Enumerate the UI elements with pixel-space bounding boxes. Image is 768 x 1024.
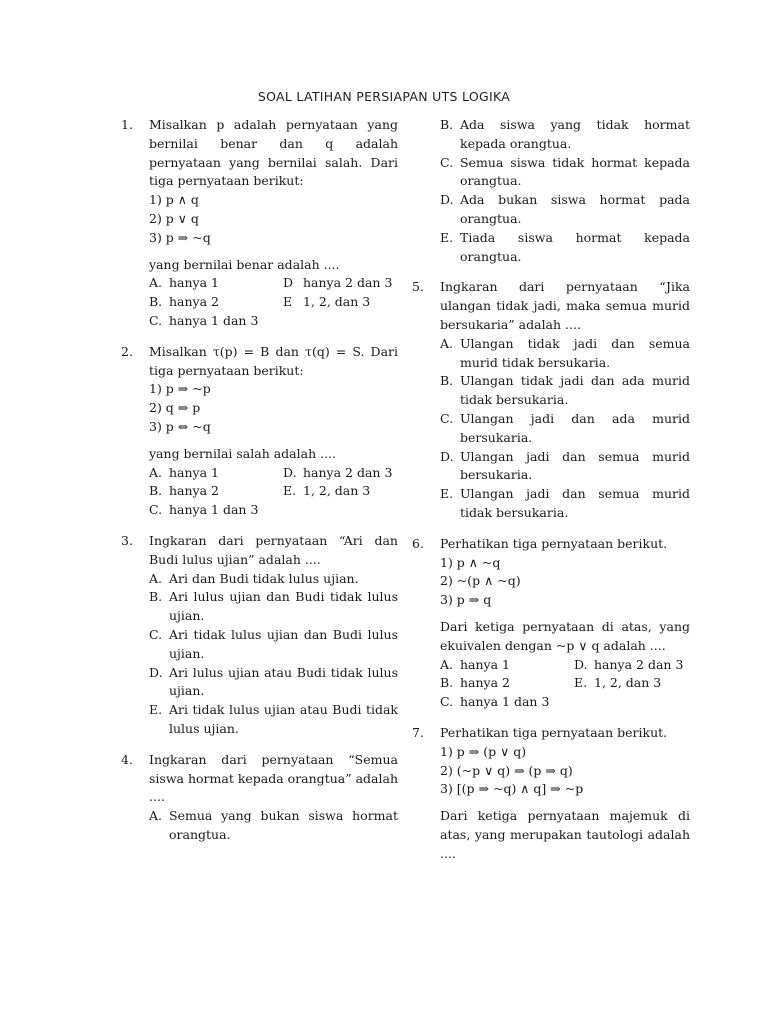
- option-b: B. hanya 2: [149, 294, 219, 310]
- question-prompt: Dari ketiga pernyataan di atas, yang ekuivalen dengan ~p ∨ q adalah ....: [440, 618, 690, 653]
- answer-options: [149, 464, 398, 520]
- question-number: 6.: [412, 535, 424, 551]
- right-column: [412, 116, 690, 875]
- option-e: E. Ari tidak lulus ujian atau Budi tidak lulus ujian.: [149, 702, 398, 736]
- answer-options: [149, 274, 398, 330]
- option-c: C. hanya 1 dan 3: [440, 694, 550, 710]
- question-prompt: yang bernilai benar adalah ....: [149, 256, 340, 272]
- option-e: E. Ulangan jadi dan semua murid tidak bersukaria.: [440, 486, 690, 520]
- question-number: 3.: [121, 532, 133, 548]
- question-2: [121, 343, 398, 520]
- question-text: Perhatikan tiga pernyataan berikut.: [440, 724, 668, 740]
- statement: 1) p ∧ q: [149, 192, 199, 208]
- question-text: Ingkaran dari pernyataan “Semua siswa hormat kepada orangtua” adalah ....: [149, 751, 398, 805]
- statement: 3) p ⇒ ~q: [149, 229, 211, 245]
- question-3: [121, 532, 398, 739]
- option-e: E 1, 2, dan 3: [283, 294, 371, 310]
- statement: 3) p ⇔ ~q: [149, 418, 211, 434]
- question-prompt: yang bernilai salah adalah ....: [149, 445, 336, 461]
- question-number: 7.: [412, 724, 424, 740]
- option-d: D. Ulangan jadi dan semua murid bersukaria.: [440, 448, 690, 483]
- statement: 1) p ∧ ~q: [440, 554, 501, 570]
- answer-options: [440, 656, 690, 712]
- question-number: 4.: [121, 751, 133, 767]
- option-a: A. Ulangan tidak jadi dan semua murid tidak bersukaria.: [440, 335, 690, 370]
- question-prompt: Dari ketiga pernyataan majemuk di atas, yang merupakan tautologi adalah ....: [440, 808, 690, 861]
- question-7: [412, 724, 690, 864]
- question-4: [121, 751, 398, 845]
- left-column: [121, 116, 398, 857]
- option-c: C. Ulangan jadi dan ada murid bersukaria.: [440, 410, 690, 445]
- option-d: D. hanya 2 dan 3: [283, 464, 393, 480]
- option-c: C. hanya 1 dan 3: [149, 502, 259, 518]
- statement: 1) p ⇒ ~p: [149, 381, 211, 397]
- page-title: SOAL LATIHAN PERSIAPAN UTS LOGIKA: [257, 89, 511, 104]
- option-b: B. hanya 2: [149, 483, 219, 499]
- question-text: Ingkaran dari pernyataan “Jika ulangan tidak jadi, maka semua murid bersukaria” adalah ....: [440, 279, 690, 332]
- question-6: [412, 535, 690, 712]
- question-number: 1.: [121, 117, 133, 132]
- statement: 3) p ⇒ q: [440, 592, 492, 608]
- option-d: D. Ada bukan siswa hormat pada orangtua.: [440, 192, 690, 226]
- option-e: E. 1, 2, dan 3: [574, 675, 662, 691]
- statement: 2) q ⇒ p: [149, 400, 201, 416]
- question-5: [412, 278, 690, 522]
- statement: 2) (~p ∨ q) ⇒ (p ⇒ q): [440, 762, 573, 778]
- option-d: D. hanya 2 dan 3: [574, 656, 684, 672]
- option-e: E. Tiada siswa hormat kepada orangtua.: [440, 229, 690, 264]
- question-text: Perhatikan tiga pernyataan berikut.: [440, 535, 668, 551]
- statement: 2) p ∨ q: [149, 210, 199, 226]
- statement: 2) ~(p ∧ ~q): [440, 573, 521, 589]
- statement: 1) p ⇒ (p ∨ q): [440, 743, 527, 759]
- option-a: A. Ari dan Budi tidak lulus ujian.: [149, 570, 359, 586]
- question-4-continued: [412, 116, 690, 266]
- option-d: D. Ari lulus ujian atau Budi tidak lulus ujian.: [149, 664, 398, 699]
- option-b: B. Ari lulus ujian dan Budi tidak lulus ujian.: [149, 589, 398, 624]
- question-text: Misalkan p adalah pernyataan yang bernilai benar dan q adalah pernyataan yang bernilai salah. Dari tiga pernyataan berikut:: [149, 117, 398, 189]
- option-e: E. 1, 2, dan 3: [283, 483, 371, 499]
- question-number: 2.: [121, 343, 133, 359]
- question-number: 5.: [412, 279, 424, 295]
- option-b: B. Ulangan tidak jadi dan ada murid tidak bersukaria.: [440, 373, 690, 408]
- option-c: C. Semua siswa tidak hormat kepada orangtua.: [440, 154, 690, 189]
- option-a: A. Semua yang bukan siswa hormat orangtua.: [149, 808, 398, 842]
- option-a: A. hanya 1: [149, 464, 219, 480]
- question-text: Misalkan τ(p) = B dan τ(q) = S. Dari tiga pernyataan berikut:: [149, 343, 398, 378]
- option-b: B. Ada siswa yang tidak hormat kepada orangtua.: [440, 117, 690, 151]
- option-c: C. hanya 1 dan 3: [149, 312, 259, 328]
- option-d: D hanya 2 dan 3: [283, 275, 393, 291]
- question-text: Ingkaran dari pernyataan “Ari dan Budi lulus ujian” adalah ....: [149, 532, 398, 567]
- statement: 3) [(p ⇒ ~q) ∧ q] ⇒ ~p: [440, 781, 584, 797]
- option-a: A. hanya 1: [149, 275, 219, 291]
- question-1: [121, 116, 398, 331]
- option-c: C. Ari tidak lulus ujian dan Budi lulus ujian.: [149, 626, 398, 661]
- option-a: A. hanya 1: [440, 656, 510, 672]
- option-b: B. hanya 2: [440, 675, 510, 691]
